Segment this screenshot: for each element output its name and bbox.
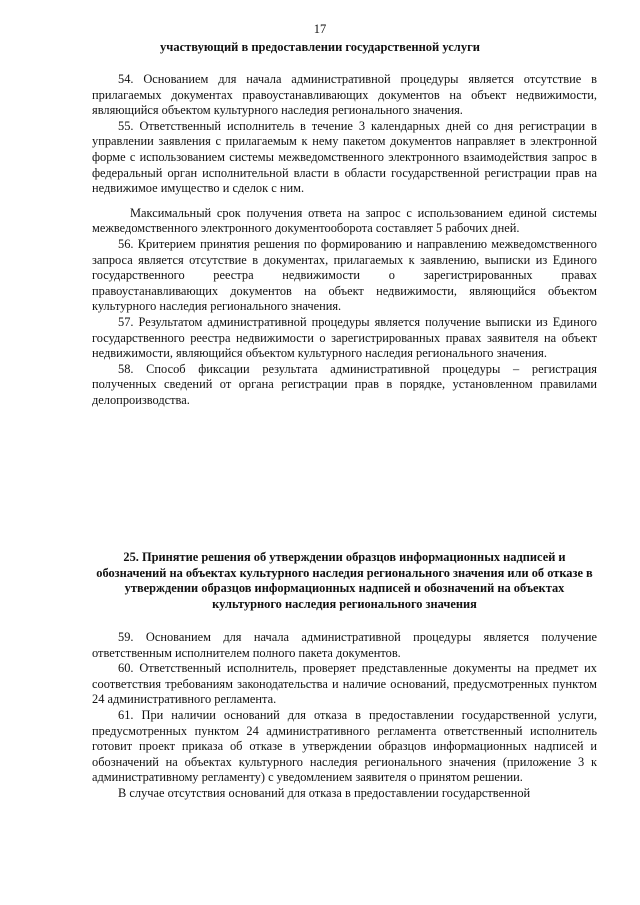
paragraph-54: 54. Основанием для начала административной процедуры является отсутствие в прилагаемых документах правоустанавливающих документов на объект недвижимости, являющийся объектом культурного наследия регионального значения. bbox=[92, 72, 597, 118]
paragraph-55: 55. Ответственный исполнитель в течение 3 календарных дней со дня регистрации в управлении заявления с прилагаемым к нему пакетом документов направляет в электронной форме с использованием системы межведомственного электронного взаимодействия запрос в федеральный орган исполнительной власти в области государственной регистрации прав на недвижимое имущество и сделок с ним. bbox=[92, 118, 597, 196]
page-number: 17 bbox=[313, 22, 327, 36]
paragraph-max-term: Максимальный срок получения ответа на запрос с использованием единой системы межведомственного электронного документооборота составляет 5 рабочих дней. bbox=[92, 205, 597, 236]
paragraph-61: 61. При наличии оснований для отказа в предоставлении государственной услуги, предусмотренных пунктом 24 административного регламента ответственный исполнитель готовит проект приказа об отказе в утверждении образцов информационных надписей и обозначений на объектах культурного наследия регионального значения (приложение 3 к административному регламенту) с уведомлением заявителя о принятом решении. bbox=[92, 707, 597, 785]
header-line: участвующий в предоставлении государственной услуги bbox=[160, 40, 480, 54]
paragraph-59: 59. Основанием для начала административной процедуры является получение ответственным исполнителем полного пакета документов. bbox=[92, 630, 597, 660]
section-heading-25: 25. Принятие решения об утверждении образцов информационных надписей и обозначений на объектах культурного наследия регионального значения или об отказе в утверждении образцов информационных надписей и обозначений на объектах культурного наследия регионального значения bbox=[96, 550, 593, 611]
paragraph-60: 60. Ответственный исполнитель, проверяет представленные документы на предмет их соответствия требованиям законодательства и наличие оснований, предусмотренных пунктом 24 административного регламента. bbox=[92, 661, 597, 707]
section-24-body bbox=[92, 72, 597, 408]
paragraph-56: 56. Критерием принятия решения по формированию и направлению межведомственного запроса является отсутствие в документах, прилагаемых к заявлению, выписки из Единого государственного реестра недвижимости о зарегистрированных правах правоустанавливающих документов на объект недвижимости, являющийся объектом культурного наследия регионального значения. bbox=[92, 236, 597, 314]
section-25-body bbox=[92, 630, 597, 802]
paragraph-57: 57. Результатом административной процедуры является получение выписки из Единого государственного реестра недвижимости о зарегистрированных правах заявителя на объект недвижимости, являющийся объектом культурного наследия регионального значения. bbox=[92, 314, 597, 361]
paragraph-58: 58. Способ фиксации результата административной процедуры – регистрация полученных сведений от органа регистрации прав в порядке, установленном правилами делопроизводства. bbox=[92, 361, 597, 407]
paragraph-no-grounds: В случае отсутствия оснований для отказа в предоставлении государственной bbox=[118, 785, 531, 800]
